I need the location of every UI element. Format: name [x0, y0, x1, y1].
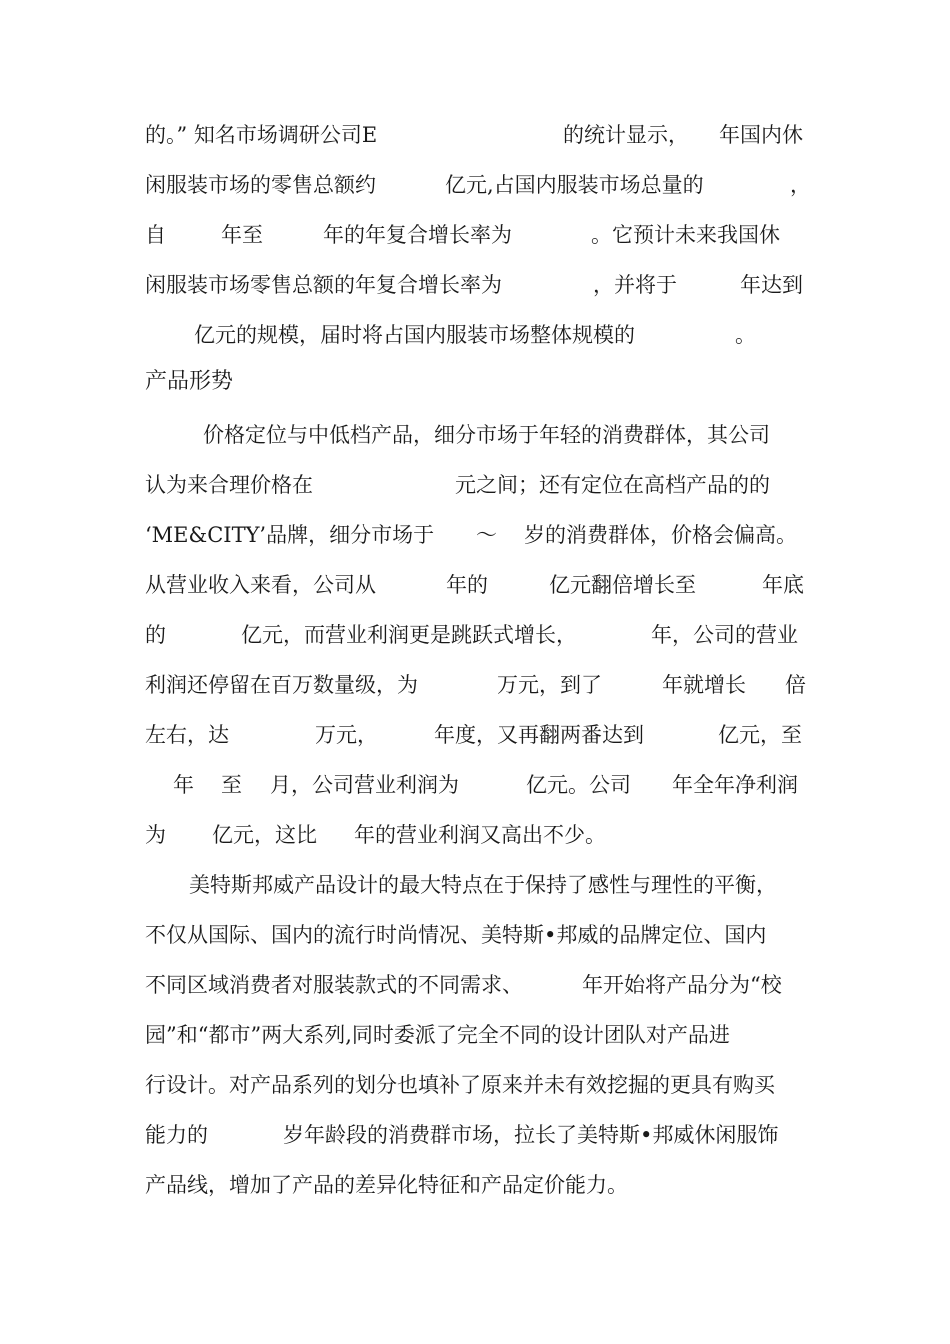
text-segment: 倍	[785, 673, 806, 697]
text-segment: 闲服装市场零售总额的年复合增长率为	[145, 273, 502, 297]
text-segment: 为	[145, 823, 166, 847]
text-segment: 年	[173, 773, 194, 797]
text-segment: 年开始将产品分为“校	[582, 973, 782, 997]
paragraph-2-line-8	[0, 767, 950, 803]
text-segment: 利润还停留在百万数量级，为	[145, 673, 418, 697]
paragraph-2-line-7	[0, 717, 950, 753]
text-segment: 年至	[221, 223, 263, 247]
text-segment: 闲服装市场的零售总额约	[145, 173, 376, 197]
text-segment: 亿元翻倍增长至	[549, 573, 696, 597]
paragraph-1-line-1	[0, 117, 950, 153]
paragraph-2-line-6	[0, 667, 950, 703]
text-segment: 年达到	[740, 273, 803, 297]
text-segment: 岁的消费群体，价格会偏高。	[524, 523, 797, 547]
text-segment: 行设计。对产品系列的划分也填补了原来并未有效挖掘的更具有购买	[145, 1073, 775, 1097]
text-segment: 至	[221, 773, 242, 797]
text-segment: 亿元，至	[718, 723, 802, 747]
text-segment: ～	[476, 523, 497, 547]
text-segment: 的。” 知名市场调研公司E	[145, 123, 378, 147]
text-segment: 。它预计未来我国休	[591, 223, 780, 247]
section-heading-text: 产品形势	[145, 369, 234, 394]
text-segment: 园”和“都市”两大系列,同时委派了完全不同的设计团队对产品进	[145, 1023, 730, 1047]
text-segment: ‘ME&CITY’品牌，细分市场于	[145, 523, 435, 547]
text-segment: 年的	[446, 573, 488, 597]
text-segment: 的	[145, 623, 166, 647]
text-segment: 亿元。公司	[526, 773, 631, 797]
text-segment: 不仅从国际、国内的流行时尚情况、美特斯•邦威的品牌定位、国内	[145, 923, 767, 947]
text-segment: 美特斯邦威产品设计的最大特点在于保持了感性与理性的平衡，	[189, 873, 777, 897]
text-segment: 万元，	[315, 723, 378, 747]
text-segment: 左右，达	[145, 723, 229, 747]
text-segment: 的统计显示，	[563, 123, 689, 147]
text-segment: 亿元，而营业利润更是跳跃式增长，	[241, 623, 577, 647]
text-segment: 认为来合理价格在	[145, 473, 313, 497]
text-segment: 万元，到了	[497, 673, 602, 697]
text-segment: 年的营业利润又高出不少。	[354, 823, 606, 847]
text-segment: 年国内休	[719, 123, 803, 147]
text-segment: 价格定位与中低档产品，细分市场于年轻的消费群体，其公司	[203, 423, 770, 447]
paragraph-3-line-4	[0, 1017, 950, 1053]
paragraph-3-line-2	[0, 917, 950, 953]
text-segment: 亿元，这比	[212, 823, 317, 847]
paragraph-2-line-2	[0, 467, 950, 503]
paragraph-3-line-6	[0, 1117, 950, 1153]
text-segment: 年底	[762, 573, 804, 597]
paragraph-2-line-1	[0, 417, 950, 453]
paragraph-2-line-9	[0, 817, 950, 853]
paragraph-2-line-4	[0, 567, 950, 603]
paragraph-1-line-4	[0, 267, 950, 303]
text-segment: 岁年龄段的消费群市场，拉长了美特斯•邦威休闲服饰	[283, 1123, 779, 1147]
paragraph-3-line-3	[0, 967, 950, 1003]
paragraph-3-line-7	[0, 1167, 950, 1203]
paragraph-3-line-1	[0, 867, 950, 903]
text-segment: 年度，又再翻两番达到	[434, 723, 644, 747]
text-segment: 能力的	[145, 1123, 208, 1147]
text-segment: 从营业收入来看，公司从	[145, 573, 376, 597]
paragraph-1-line-2	[0, 167, 950, 203]
text-segment: 月，公司营业利润为	[270, 773, 459, 797]
paragraph-2-line-3	[0, 517, 950, 553]
text-segment: 产品线，增加了产品的差异化特征和产品定价能力。	[145, 1173, 628, 1197]
text-segment: ，	[790, 173, 811, 197]
text-segment: 年全年净利润	[672, 773, 798, 797]
text-segment: 自	[145, 223, 166, 247]
paragraph-3-line-5	[0, 1067, 950, 1103]
paragraph-1-line-3	[0, 217, 950, 253]
text-segment: 亿元,占国内服装市场总量的	[445, 173, 704, 197]
text-segment: 。	[735, 323, 756, 347]
section-heading	[0, 364, 950, 400]
text-segment: 不同区域消费者对服装款式的不同需求、	[145, 973, 523, 997]
text-segment: ，并将于	[593, 273, 677, 297]
paragraph-2-line-5	[0, 617, 950, 653]
text-segment: 年就增长	[662, 673, 746, 697]
text-segment: 元之间；还有定位在高档产品的的	[455, 473, 770, 497]
text-segment: 年，公司的营业	[651, 623, 798, 647]
text-segment: 年的年复合增长率为	[323, 223, 512, 247]
text-segment: 亿元的规模，届时将占国内服装市场整体规模的	[194, 323, 635, 347]
paragraph-1-line-5	[0, 317, 950, 353]
